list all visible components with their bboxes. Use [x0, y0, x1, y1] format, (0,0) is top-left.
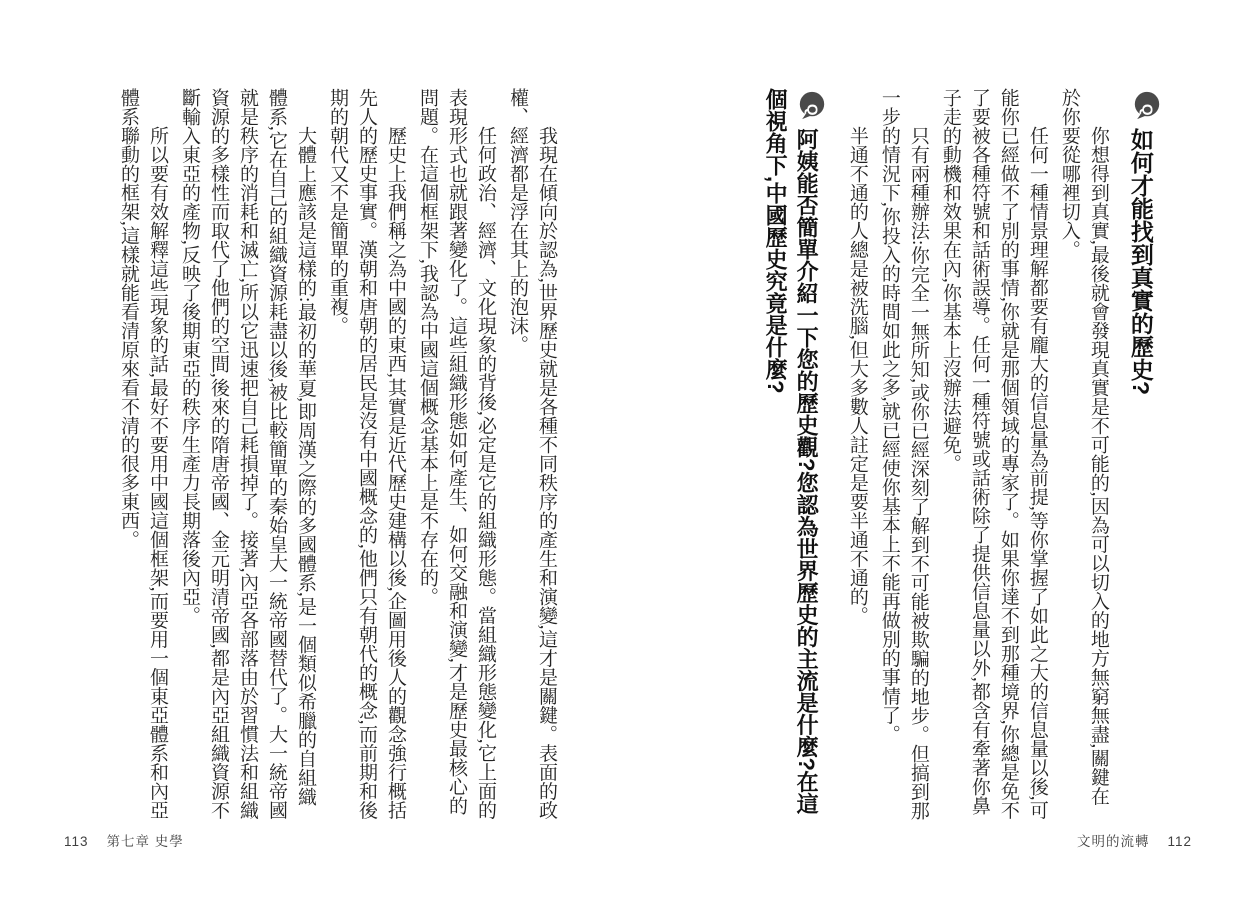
svg-text:Q: Q — [803, 103, 821, 116]
paragraph: 只有兩種辦法:你完全一無所知,或你已經深刻了解到不可能被欺騙的地步。但搞到那一步的情況下,你投入的時間如此之多,就已經使你基本上不能再做別的事情了。 — [878, 88, 929, 821]
svg-text:Q: Q — [1138, 103, 1156, 116]
question-heading — [1123, 88, 1162, 823]
paragraph: 大體上應該是這樣的:最初的華夏,即周漢之際的多國體系,是一個類似希臘的自組織體系,它在自己的組織資源耗盡以後,被比較簡單的秦始皇大一統帝國替代了。大一統帝國就是秩序的消耗和滅亡,所以它迅速把自己耗損掉了。接著,內亞各部落由於習慣法和組織資源的多樣性而取代了他們的空間,後來的隋唐帝國、金元明清帝國,都是內亞組織資源不斷輸入東亞的產物,反映了後期東亞的秩序生產力長期落後內亞。 — [179, 88, 316, 820]
question-text: 阿姨能否簡單介紹一下您的歷史觀?您認為世界歷史的主流是什麼?在這個視角下,中國歷史究竟是什麼? — [763, 88, 820, 815]
question-bubble-icon — [797, 90, 827, 120]
paragraph: 歷史上我們稱之為中國的東西,其實是近代歷史建構以後,企圖用後人的觀念強行概括先人的歷史事實。漢朝和唐朝的居民是沒有中國概念的,他們只有朝代的概念,而前期和後期的朝代又不是簡單的重複。 — [327, 88, 406, 820]
paragraph: 任何政治、經濟、文化現象的背後,必定是它的組織形態。當組織形態變化,它上面的表現形式也就跟著變化了。這些組織形態如何產生、如何交融和演變,才是歷史最核心的問題。在這個框架下,我認為中國這個概念基本上是不存在的。 — [417, 88, 496, 820]
question-bubble-icon — [1132, 90, 1162, 120]
page-112-content — [712, 88, 1162, 823]
page-112 — [629, 0, 1258, 900]
page-number: 112 — [1167, 834, 1192, 849]
paragraph: 我現在傾向於認為,世界歷史就是各種不同秩序的產生和演變,這才是關鍵。表面的政權、經濟都是浮在其上的泡沫。 — [507, 88, 557, 820]
book-title: 文明的流轉 — [1076, 834, 1150, 849]
question-text: 如何才能找到真實的歷史? — [1127, 128, 1154, 396]
page-113-content — [76, 88, 561, 823]
paragraph: 任何一種情景理解都要有龐大的信息量為前提,等你掌握了如此之大的信息量以後,可能你已經做不了別的事情,你就是那個領域的專家了。如果你達不到那種境界,你總是免不了要被各種符號和話術誤導。任何一種符號或話術除了提供信息量以外,都含有牽著你鼻子走的動機和效果在內,你基本上沒辦法避免。 — [939, 88, 1048, 820]
question-heading — [760, 88, 827, 823]
chapter-title: 第七章 史學 — [106, 834, 184, 849]
paragraph: 所以要有效解釋這些現象的話,最好不要用中國這個框架,而要用一個東亞體系和內亞體系聯動的框架,這樣就能看清原來看不清的很多東西。 — [118, 88, 168, 820]
paragraph: 你想得到真實,最後就會發現真實是不可能的,因為可以切入的地方無窮無盡,關鍵在於你要從哪裡切入。 — [1058, 88, 1109, 806]
page-112-footer — [1077, 830, 1192, 850]
page-number: 113 — [64, 834, 89, 849]
paragraph: 半通不通的人總是被洗腦,但大多數人註定是要半通不通的。 — [846, 126, 868, 625]
page-113-footer — [64, 830, 184, 850]
